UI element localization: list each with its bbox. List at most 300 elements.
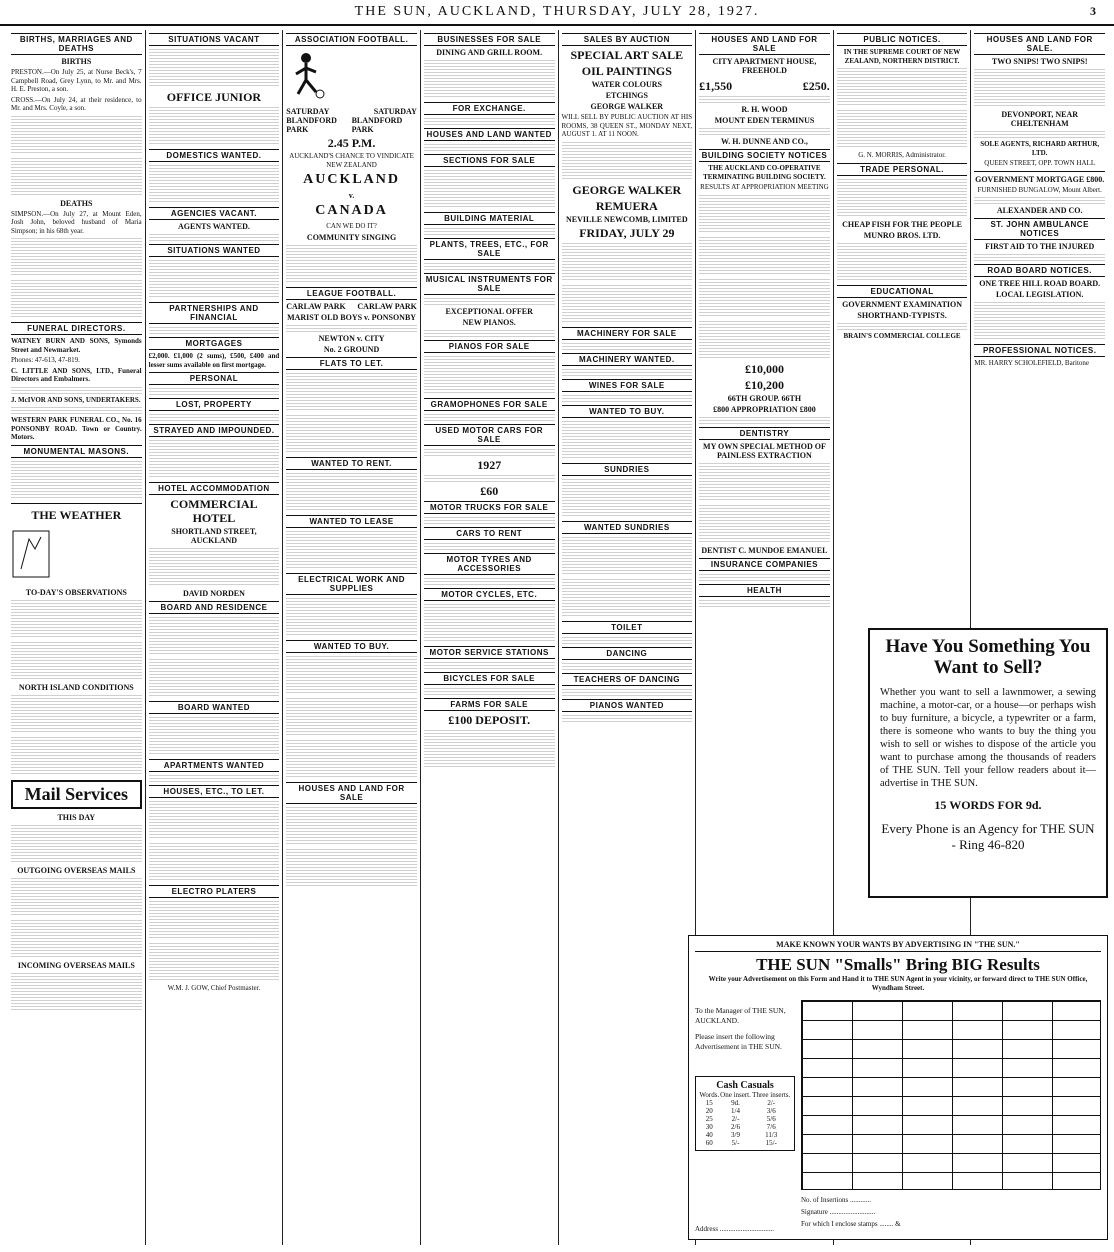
notice-text-block xyxy=(562,478,693,518)
board-wanted-header: BOARD WANTED xyxy=(149,701,280,714)
notice-text-block xyxy=(424,577,555,585)
rates-cell: 1/4 xyxy=(731,1107,740,1115)
notice-text-block xyxy=(149,942,280,982)
houses-sale-header-8: HOUSES AND LAND FOR SALE. xyxy=(974,33,1105,55)
terminating-society: THE AUCKLAND CO-OPERATIVE TERMINATING BUILDING SOCIETY. xyxy=(703,164,826,181)
masthead-title: THE SUN, AUCKLAND, THURSDAY, JULY 28, 1927. xyxy=(354,4,760,19)
first-aid: FIRST AID TO THE INJURED xyxy=(985,242,1095,251)
building-society-header: BUILDING SOCIETY NOTICES xyxy=(699,149,830,162)
notice-text-block xyxy=(11,115,142,155)
machinery-header: MACHINERY FOR SALE xyxy=(562,327,693,340)
versus: v. xyxy=(348,191,355,200)
notice-text-block xyxy=(11,279,142,319)
rates-cell: 7/6 xyxy=(766,1123,776,1131)
amount-appropriated: £10,200 xyxy=(744,377,784,392)
agents-wanted: AGENTS WANTED. xyxy=(178,222,250,231)
musical-header: MUSICAL INSTRUMENTS FOR SALE xyxy=(425,275,553,293)
notice-text-block xyxy=(562,536,693,576)
rates-col-header: Words. xyxy=(699,1091,720,1099)
rates-row xyxy=(699,1115,791,1123)
notice-text-block xyxy=(562,688,693,696)
funeral-header: FUNERAL DIRECTORS. xyxy=(11,322,142,335)
wines-header: WINES FOR SALE xyxy=(562,379,693,392)
rates-cell: 5/6 xyxy=(766,1115,776,1123)
notice-text-block xyxy=(562,368,693,376)
notice-text-block xyxy=(562,242,693,282)
houses-sale-header: HOUSES AND LAND FOR SALE xyxy=(699,33,830,55)
situations-vacant-header: SITUATIONS VACANT xyxy=(149,33,280,46)
divider xyxy=(11,503,142,504)
notice-text-block xyxy=(562,342,693,350)
rates-cell: 60 xyxy=(705,1139,713,1147)
smalls-instructions: Write your Advertisement on this Form and Hand it to THE SUN Agent in your vicinity, or forward direct to THE SUN Office, Wyndham Street. xyxy=(708,975,1088,992)
notice-text-block xyxy=(11,824,142,864)
notice-text-block xyxy=(149,616,280,656)
rates-cell: 20 xyxy=(705,1107,713,1115)
one-tree-hill: ONE TREE HILL ROAD BOARD. xyxy=(979,279,1101,288)
notice-text-block xyxy=(837,178,968,218)
weather-title: THE WEATHER xyxy=(31,507,122,522)
cheap-fish: CHEAP FISH FOR THE PEOPLE xyxy=(842,219,962,229)
mortgage-ad: £2,000. £1,000 (2 sums), £500, £400 and lesser sums available on first mortgage. xyxy=(148,352,280,369)
notice-text-block xyxy=(11,157,142,197)
city-apartment: CITY APARTMENT HOUSE, FREEHOLD xyxy=(712,57,817,75)
rates-cell: 30 xyxy=(705,1123,713,1131)
chance-slogan: AUCKLAND'S CHANCE TO VINDICATE NEW ZEALAND xyxy=(289,152,414,169)
sell-price: 15 WORDS FOR 9d. xyxy=(934,798,1042,812)
notice-text-block xyxy=(286,244,417,284)
notice-text-block xyxy=(424,413,555,421)
wanted-buy-header: WANTED TO BUY. xyxy=(562,405,693,418)
footballer-illustration-icon xyxy=(286,50,326,100)
conditions-table xyxy=(11,694,142,734)
notice-text-block xyxy=(562,420,693,460)
notice-text-block xyxy=(699,599,830,607)
smalls-title: THE SUN "Smalls" Bring BIG Results xyxy=(756,955,1040,974)
notice-text-block xyxy=(562,662,693,670)
furnished-bungalow: FURNISHED BUNGALOW, Mount Albert. xyxy=(977,185,1102,194)
notice-text-block xyxy=(11,386,142,394)
notice-text-block xyxy=(424,448,555,456)
birth-notice: CROSS.—On July 24, at their residence, to Mr. and Mrs. Coyle, a son. xyxy=(11,95,142,112)
used-cars-header: USED MOTOR CARS FOR SALE xyxy=(424,424,555,446)
sole-agents: SOLE AGENTS, RICHARD ARTHUR, LTD. xyxy=(980,140,1100,157)
notice-text-block xyxy=(424,474,555,482)
hundred-deposit: £100 DEPOSIT. xyxy=(448,713,531,727)
notice-text-block xyxy=(11,877,142,917)
local-legislation: LOCAL LEGISLATION. xyxy=(995,290,1084,299)
hotel-proprietor: DAVID NORDEN xyxy=(183,589,245,598)
notice-text-block xyxy=(149,658,280,698)
notice-text-block xyxy=(286,597,417,637)
notice-text-block xyxy=(149,774,280,782)
notice-text-block xyxy=(286,472,417,512)
mcivor-ad: J. McIVOR AND SONS, UNDERTAKERS. xyxy=(11,395,141,404)
notice-text-block xyxy=(149,439,280,479)
notice-text-block xyxy=(149,800,280,840)
notice-text-block xyxy=(562,578,693,618)
notice-text-block xyxy=(11,972,142,1012)
notice-text-block xyxy=(424,603,555,643)
office-junior-ad: OFFICE JUNIOR xyxy=(166,90,262,104)
notice-text-block xyxy=(562,141,693,181)
notice-text-block xyxy=(424,542,555,550)
notice-text-block xyxy=(424,143,555,151)
shorthand-typists: SHORTHAND-TYPISTS. xyxy=(857,310,947,320)
notice-text-block xyxy=(974,130,1105,138)
friday-date: FRIDAY, JULY 29 xyxy=(579,225,675,240)
north-island-header: NORTH ISLAND CONDITIONS xyxy=(18,682,134,692)
rates-cell: 15/- xyxy=(765,1139,777,1147)
notice-text-block xyxy=(286,655,417,695)
building-material-header: BUILDING MATERIAL xyxy=(424,212,555,225)
road-board-header: ROAD BOARD NOTICES. xyxy=(974,264,1105,277)
gramophones-header: GRAMOPHONES FOR SALE xyxy=(424,398,555,411)
tyres-header: MOTOR TYRES AND ACCESSORIES xyxy=(424,553,555,575)
weather-map-icon xyxy=(11,529,51,579)
notice-text-block xyxy=(974,253,1105,261)
notice-text-block xyxy=(699,573,830,581)
two-snips: TWO SNIPS! TWO SNIPS! xyxy=(991,57,1088,66)
rates-cell: 2/- xyxy=(731,1115,740,1123)
group-table xyxy=(699,194,830,234)
sundries-header: SUNDRIES xyxy=(562,463,693,476)
watney-phone: Phones: 47-613, 47-819. xyxy=(11,356,80,364)
electrical-header: ELECTRICAL WORK AND SUPPLIES xyxy=(286,573,417,595)
notice-text-block xyxy=(149,547,280,587)
notice-text-block xyxy=(837,67,968,107)
notice-text-block xyxy=(11,460,142,500)
trade-personal-header: TRADE PERSONAL. xyxy=(837,163,968,176)
saturday-right: SATURDAY xyxy=(373,107,417,116)
notice-text-block xyxy=(424,59,555,99)
etchings: ETCHINGS xyxy=(605,91,648,100)
association-football-header: ASSOCIATION FOOTBALL. xyxy=(286,33,417,46)
apartments-wanted-header: APARTMENTS WANTED xyxy=(149,759,280,772)
notice-text-block xyxy=(149,233,280,241)
notice-text-block xyxy=(149,900,280,940)
watney-ad: WATNEY BURN AND SONS, Symonds Street and Newmarket. xyxy=(11,337,142,354)
oil-paintings: OIL PAINTINGS xyxy=(581,64,672,78)
amount-advertised: £10,000 xyxy=(744,361,784,376)
personal-header: PERSONAL xyxy=(149,372,280,385)
rates-header-row xyxy=(699,1091,791,1099)
rates-table xyxy=(699,1091,791,1147)
notice-text-block xyxy=(11,237,142,277)
notice-text-block xyxy=(149,326,280,334)
notice-text-block xyxy=(286,372,417,412)
notice-text-block xyxy=(286,697,417,737)
notice-text-block xyxy=(424,117,555,125)
pianos-header: PIANOS FOR SALE xyxy=(424,340,555,353)
dunne-co: W. H. DUNNE AND CO., xyxy=(721,137,808,146)
group-66: 66TH GROUP. 66TH xyxy=(727,393,802,403)
wanted-rent-header: WANTED TO RENT. xyxy=(286,457,417,470)
notice-text-block xyxy=(424,661,555,669)
mortgages-header: MORTGAGES xyxy=(149,337,280,350)
notice-text-block xyxy=(562,284,693,324)
sell-body: Whether you want to sell a lawnmower, a sewing machine, a motor-car, or a house—or perhaps wish to buy furniture, a bicycle, a typewriter or a farm, there is someone who wants to buy the thing you wish to sell or wishes to dispose of the article you want to purchase among the thousands of readers of THE SUN. Tell your fellow readers about it— advertise in THE SUN. xyxy=(880,687,1096,789)
notice-text-block xyxy=(424,516,555,524)
notice-text-block xyxy=(837,322,968,330)
notice-text-block xyxy=(11,406,142,414)
league-football-header: LEAGUE FOOTBALL. xyxy=(286,287,417,300)
wanted-sundries-header: WANTED SUNDRIES xyxy=(562,521,693,534)
deposit: £250. xyxy=(802,79,830,93)
notice-text-block xyxy=(699,95,830,103)
notice-text-block xyxy=(11,736,142,776)
wanted-buy-header: WANTED TO BUY. xyxy=(286,640,417,653)
birth-notice: PRESTON.—On July 25, at Nurse Beck's, 7 Campbell Road, Grey Lynn, to Mr. and Mrs. H. E. Preston, a son. xyxy=(11,68,142,93)
rates-cell: 3/6 xyxy=(766,1107,776,1115)
ground-number: No. 2 GROUND xyxy=(323,344,380,354)
notice-text-block xyxy=(562,636,693,644)
wanted-lease-header: WANTED TO LEASE xyxy=(286,515,417,528)
western-ad: WESTERN PARK FUNERAL CO., No. 16 PONSONBY ROAD. Town or Country. Motors. xyxy=(11,416,142,441)
cash-casuals-title: Cash Casuals xyxy=(716,1080,774,1091)
notice-text-block xyxy=(286,848,417,888)
rates-cell: 9d. xyxy=(731,1099,740,1107)
notice-text-block xyxy=(149,259,280,299)
masthead xyxy=(0,0,1114,26)
appropriation-results: RESULTS AT APPROPRIATION MEETING xyxy=(700,183,829,191)
deaths-header: DEATHS xyxy=(60,198,93,208)
page-number: 3 xyxy=(1090,4,1096,18)
rates-row xyxy=(699,1123,791,1131)
houses-wanted-header: HOUSES AND LAND WANTED xyxy=(424,128,555,141)
smalls-to: To the Manager of THE SUN, AUCKLAND. xyxy=(695,1006,786,1025)
word-entry-grid[interactable] xyxy=(801,1000,1101,1190)
insurance-header: INSURANCE COMPANIES xyxy=(699,558,830,571)
toilet-header: TOILET xyxy=(562,621,693,634)
notice-text-block xyxy=(149,842,280,882)
strayed-header: STRAYED AND IMPOUNDED. xyxy=(149,424,280,437)
george-walker-2: GEORGE WALKER xyxy=(572,182,682,197)
notice-text-block xyxy=(837,109,968,149)
column-3 xyxy=(283,30,421,1245)
flats-header: FLATS TO LET. xyxy=(286,357,417,370)
dentistry-header: DENTISTRY xyxy=(699,427,830,440)
sell-agency: Every Phone is an Agency for THE SUN - Ring 46-820 xyxy=(881,821,1095,852)
brains-college: BRAIN'S COMMERCIAL COLLEGE xyxy=(843,331,961,340)
scholefield: MR. HARRY SCHOLEFIELD, Baritone xyxy=(974,359,1090,367)
professional-header: PROFESSIONAL NOTICES. xyxy=(974,344,1105,357)
rates-cell: 2/6 xyxy=(731,1123,740,1131)
exceptional-offer: EXCEPTIONAL OFFER xyxy=(445,307,533,316)
plants-header: PLANTS, TREES, ETC., FOR SALE xyxy=(424,238,555,260)
cash-casuals-table xyxy=(695,1076,795,1151)
notice-text-block xyxy=(699,504,830,544)
outgoing-mails-header: OUTGOING OVERSEAS MAILS xyxy=(17,865,136,875)
government-examination: GOVERNMENT EXAMINATION xyxy=(842,299,963,309)
saturday-row xyxy=(286,107,417,116)
notice-text-block xyxy=(699,462,830,502)
carlaw-right: CARLAW PARK xyxy=(357,301,417,311)
column-1 xyxy=(8,30,146,1245)
administrator: G. N. MORRIS, Administrator. xyxy=(858,151,946,159)
sections-header: SECTIONS FOR SALE xyxy=(424,154,555,167)
divider xyxy=(974,171,1105,172)
pianos-wanted-header: PIANOS WANTED xyxy=(562,699,693,712)
venue-right: BLANDFORD PARK xyxy=(351,116,403,134)
venue-left: BLANDFORD PARK xyxy=(286,116,337,134)
notice-text-block xyxy=(286,739,417,779)
farms-header: FARMS FOR SALE xyxy=(424,698,555,711)
notice-text-block xyxy=(974,196,1105,204)
incoming-mails-header: INCOMING OVERSEAS MAILS xyxy=(17,960,135,970)
column-5 xyxy=(559,30,697,1245)
notice-text-block xyxy=(286,324,417,332)
rates-row xyxy=(699,1099,791,1107)
notice-text-block xyxy=(424,729,555,769)
monumental-header: MONUMENTAL MASONS. xyxy=(11,445,142,458)
rates-row xyxy=(699,1107,791,1115)
auction-details: WILL SELL BY PUBLIC AUCTION AT HIS ROOMS, 38 QUEEN ST., MONDAY NEXT, AUGUST 1. AT 11 NOON. xyxy=(561,113,693,138)
death-notice: SIMPSON.—On July 27, at Mount Eden, Josh John, beloved husband of Maria Simpson; in his 68th year. xyxy=(11,209,142,235)
health-header: HEALTH xyxy=(699,584,830,597)
smalls-to-block xyxy=(695,1006,795,1052)
notice-text-block xyxy=(149,48,280,88)
notice-text-block xyxy=(424,262,555,270)
ambulance-header: ST. JOHN AMBULANCE NOTICES xyxy=(974,218,1105,240)
board-residence-header: BOARD AND RESIDENCE xyxy=(149,601,280,614)
group-table xyxy=(699,278,830,318)
group-table xyxy=(699,320,830,360)
notice-text-block xyxy=(11,599,142,639)
births-header: BIRTHS xyxy=(61,57,92,66)
smalls-please: Please insert the following Advertisement in THE SUN. xyxy=(695,1032,782,1051)
water-colours: WATER COLOURS xyxy=(591,80,662,89)
notice-text-block xyxy=(837,242,968,282)
enclose-line[interactable]: For which I enclose stamps ........ & xyxy=(801,1220,901,1228)
special-art-sale: SPECIAL ART SALE xyxy=(570,48,684,62)
little-ad: C. LITTLE AND SONS, LTD., Funeral Directors and Embalmers. xyxy=(11,366,142,383)
new-pianos: NEW PIANOS. xyxy=(462,318,516,327)
venue-row xyxy=(286,116,417,134)
notice-text-block xyxy=(149,106,280,146)
notice-text-block xyxy=(424,687,555,695)
can-we-do-it: CAN WE DO IT? xyxy=(326,222,377,230)
rates-cell: 15 xyxy=(705,1099,713,1107)
lost-property-header: LOST, PROPERTY xyxy=(149,398,280,411)
munro-bros: MUNRO BROS. LTD. xyxy=(863,230,941,240)
agencies-header: AGENCIES VACANT. xyxy=(149,207,280,220)
motor-cycles-header: MOTOR CYCLES, ETC. xyxy=(424,588,555,601)
notice-text-block xyxy=(699,416,830,424)
notice-text-block xyxy=(424,227,555,235)
rates-cell: 2/- xyxy=(767,1099,776,1107)
rates-cell: 3/9 xyxy=(731,1131,740,1139)
queen-street: QUEEN STREET, OPP. TOWN HALL xyxy=(984,159,1096,167)
notice-text-block xyxy=(424,169,555,209)
teachers-header: TEACHERS OF DANCING xyxy=(562,673,693,686)
rates-cell: 5/- xyxy=(731,1139,740,1147)
notice-text-block xyxy=(286,414,417,454)
mail-services-title: Mail Services xyxy=(11,780,142,809)
cars-rent-header: CARS TO RENT xyxy=(424,527,555,540)
notice-text-block xyxy=(149,413,280,421)
trucks-header: MOTOR TRUCKS FOR SALE xyxy=(424,501,555,514)
notice-text-block xyxy=(11,641,142,681)
rh-wood: R. H. WOOD xyxy=(741,105,788,114)
notice-text-block xyxy=(699,127,830,135)
mount-eden: MOUNT EDEN TERMINUS xyxy=(714,116,815,125)
neville-newcomb: NEVILLE NEWCOMB, LIMITED xyxy=(566,214,688,224)
dining-room-ad: DINING AND GRILL ROOM. xyxy=(436,48,543,57)
notice-text-block xyxy=(424,297,555,305)
notice-text-block xyxy=(286,530,417,570)
partnerships-header: PARTNERSHIPS AND FINANCIAL xyxy=(149,302,280,324)
rates-cell: 11/3 xyxy=(765,1131,778,1139)
machinery-wanted-header: MACHINERY WANTED. xyxy=(562,353,693,366)
price: £1,550 xyxy=(699,79,733,93)
price-60: £60 xyxy=(480,484,499,498)
notice-text-block xyxy=(562,394,693,402)
rates-row xyxy=(699,1131,791,1139)
notice-text-block xyxy=(286,806,417,846)
smalls-order-form xyxy=(688,935,1108,1240)
painless-extraction: MY OWN SPECIAL METHOD OF PAINLESS EXTRACTION xyxy=(703,441,826,460)
observations-header: TO-DAY'S OBSERVATIONS xyxy=(25,587,127,597)
carlaw-row xyxy=(286,302,417,311)
notice-text-block xyxy=(424,355,555,395)
electro-platers-header: ELECTRO PLATERS xyxy=(149,885,280,898)
rates-col-header: Three inserts. xyxy=(752,1091,791,1099)
kickoff-time: 2.45 P.M. xyxy=(327,136,376,150)
saturday-left: SATURDAY xyxy=(286,107,330,116)
sell-headline: Have You Something You Want to Sell? xyxy=(885,636,1091,678)
notice-text-block xyxy=(974,301,1105,341)
auction-header: SALES BY AUCTION xyxy=(562,33,693,46)
notice-text-block xyxy=(974,68,1105,108)
notice-text-block xyxy=(562,714,693,722)
alexander-co: ALEXANDER AND CO. xyxy=(996,206,1083,215)
supreme-court: IN THE SUPREME COURT OF NEW ZEALAND, NORTHERN DISTRICT. xyxy=(843,48,961,65)
notice-text-block xyxy=(149,716,280,756)
postmaster-signature: W.M. J. GOW, Chief Postmaster. xyxy=(167,984,261,992)
team-canada: CANADA xyxy=(315,203,388,218)
service-stations-header: MOTOR SERVICE STATIONS xyxy=(424,646,555,659)
rates-row xyxy=(699,1139,791,1147)
carlaw-left: CARLAW PARK xyxy=(286,301,346,311)
marist-match: MARIST OLD BOYS v. PONSONBY xyxy=(287,312,417,322)
group-table xyxy=(699,236,830,276)
sell-advert-box xyxy=(868,628,1108,898)
signature-line[interactable]: Signature .......................... xyxy=(801,1208,876,1216)
rates-cell: 25 xyxy=(705,1115,713,1123)
educational-header: EDUCATIONAL xyxy=(837,285,968,298)
hotel-address: SHORTLAND STREET, AUCKLAND xyxy=(171,527,257,545)
this-day-header: THIS DAY xyxy=(57,812,96,822)
commercial-hotel: COMMERCIAL HOTEL xyxy=(170,497,258,525)
smalls-banner: MAKE KNOWN YOUR WANTS BY ADVERTISING IN "THE SUN." xyxy=(695,940,1101,952)
team-auckland: AUCKLAND xyxy=(303,172,400,187)
insertions-line[interactable]: No. of Insertions ............ xyxy=(801,1196,871,1204)
bicycles-header: BICYCLES FOR SALE xyxy=(424,672,555,685)
notice-text-block xyxy=(11,919,142,959)
rates-body xyxy=(699,1099,791,1147)
notice-text-block xyxy=(424,329,555,337)
domestics-header: DOMESTICS WANTED. xyxy=(149,149,280,162)
dentist-emanuel: DENTIST C. MUNDOE EMANUEL xyxy=(701,545,828,555)
businesses-header: BUSINESSES FOR SALE xyxy=(424,33,555,46)
group-800: £800 APPROPRIATION £800 xyxy=(713,404,816,414)
houses-land-header: HOUSES AND LAND FOR SALE xyxy=(286,782,417,804)
notice-text-block xyxy=(149,164,280,204)
address-line[interactable]: Address ............................... xyxy=(695,1225,774,1233)
community-singing: COMMUNITY SINGING xyxy=(306,232,397,242)
remuera: REMUERA xyxy=(595,198,658,213)
